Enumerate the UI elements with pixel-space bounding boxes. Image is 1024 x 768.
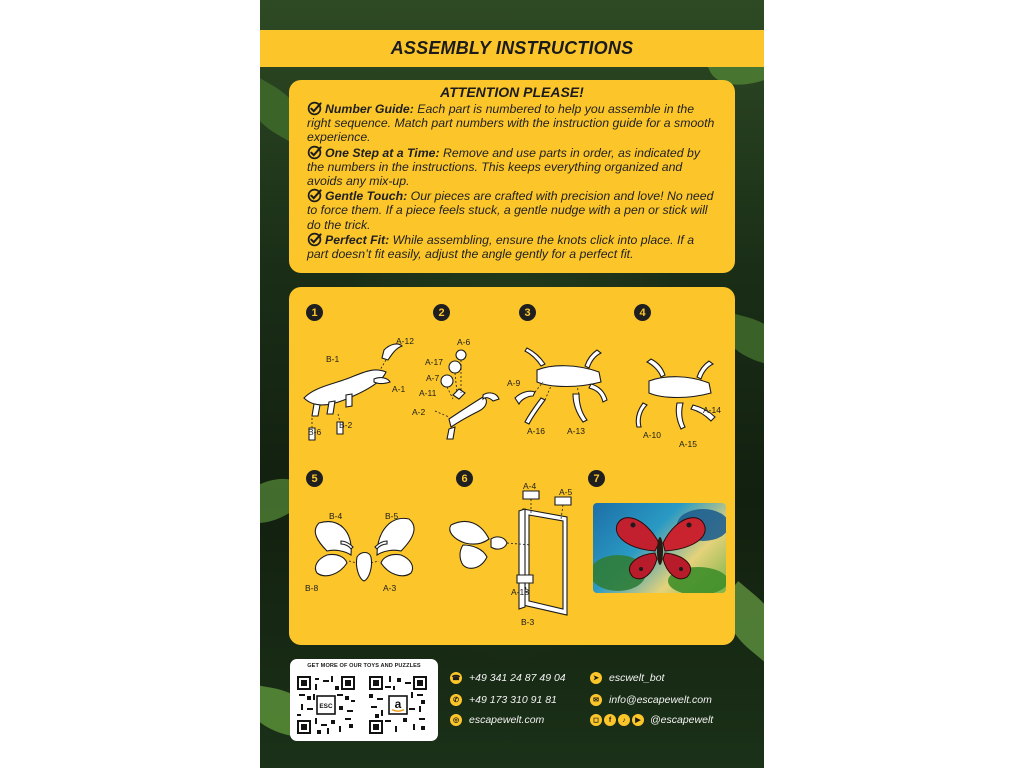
social-handle: @escapewelt (650, 714, 714, 726)
part-label: A-4 (523, 483, 537, 491)
finished-butterfly-photo (593, 503, 726, 593)
step-number: 2 (433, 304, 450, 321)
step-number: 6 (456, 470, 473, 487)
qr-code-amazon[interactable] (369, 676, 427, 734)
step-number: 5 (306, 470, 323, 487)
step-number: 4 (634, 304, 651, 321)
phone-number: +49 341 24 87 49 04 (469, 672, 566, 684)
contact-phone[interactable] (450, 672, 566, 684)
part-label: A-16 (527, 426, 545, 436)
step-number: 3 (519, 304, 536, 321)
telegram-icon: ➤ (590, 672, 602, 684)
tip-text: Each part is numbered to help you assemble in the right sequence. Match part numbers with the instruction guide for a smooth experience. (307, 102, 715, 145)
tip-number-guide (307, 101, 717, 145)
contact-website[interactable] (450, 714, 544, 726)
part-label: A-3 (383, 583, 397, 593)
contact-social[interactable] (590, 714, 713, 726)
email-icon: ✉ (590, 694, 602, 706)
step-4-diagram (629, 355, 729, 455)
qr-card (290, 659, 438, 741)
check-circle-icon (307, 188, 322, 203)
tip-perfect-fit (307, 232, 717, 261)
qr-code-escapewelt[interactable] (297, 676, 355, 734)
youtube-icon[interactable]: ▶ (632, 714, 644, 726)
tip-heading: One Step at a Time: (325, 145, 440, 160)
tip-heading: Number Guide: (325, 102, 414, 116)
contact-telegram[interactable] (590, 672, 664, 684)
escapewelt-logo-icon: ESC (319, 703, 333, 710)
instagram-icon[interactable]: ◻ (590, 714, 602, 726)
part-label: A-1 (392, 384, 406, 394)
butterfly-illustration (593, 503, 726, 593)
svg-text:a: a (394, 697, 402, 711)
part-label: A-6 (457, 337, 471, 347)
instruction-sheet (260, 0, 764, 768)
part-label: A-14 (703, 405, 721, 415)
part-label: A-12 (396, 336, 414, 346)
tip-heading: Perfect Fit: (325, 232, 390, 247)
part-label: A-15 (679, 439, 697, 449)
part-label: A-2 (412, 407, 426, 417)
qr-heading: GET MORE OF OUR TOYS AND PUZZLES (307, 663, 421, 669)
check-circle-icon (307, 145, 322, 160)
step-6-diagram (441, 483, 591, 633)
title-band (260, 30, 764, 67)
contact-email[interactable] (590, 694, 712, 706)
tip-text: Our pieces are crafted with precision and love! No need to force them. If a piece feels stuck, a gentle nudge with a pen or stick will do the trick. (307, 189, 714, 232)
part-label: A-9 (507, 378, 521, 388)
tip-text: While assembling, ensure the knots click into place. If a part doesn’t fit easily, adjust the angle gently for a perfect fit. (307, 232, 695, 262)
attention-title: ATTENTION PLEASE! (440, 84, 584, 100)
check-circle-icon (307, 232, 322, 247)
part-label: A-11 (419, 388, 437, 398)
check-circle-icon (307, 101, 322, 116)
step-number: 7 (588, 470, 605, 487)
step-number: 1 (306, 304, 323, 321)
part-label: B-4 (329, 511, 343, 521)
part-label: A-18 (511, 587, 529, 597)
part-label: A-10 (643, 430, 661, 440)
step-3-diagram (507, 342, 622, 442)
part-label: B-5 (385, 511, 399, 521)
part-label: B-2 (339, 420, 353, 430)
contact-whatsapp[interactable] (450, 694, 557, 706)
phone-icon: ☎ (450, 672, 462, 684)
page-title: ASSEMBLY INSTRUCTIONS (390, 38, 634, 58)
tiktok-icon[interactable]: ♪ (618, 714, 630, 726)
tip-one-step (307, 145, 717, 189)
tip-gentle-touch (307, 188, 717, 232)
part-label: B-6 (308, 427, 322, 437)
whatsapp-icon: ✆ (450, 694, 462, 706)
steps-panel (289, 287, 735, 645)
step-1-diagram (294, 332, 424, 452)
tip-text: Remove and use parts in order, as indicated by the numbers in the instructions. This keeps everything organized and avoids any mix-up. (307, 145, 701, 189)
step-5-diagram (289, 509, 439, 609)
email-address: info@escapewelt.com (609, 694, 712, 706)
telegram-handle: escwelt_bot (609, 672, 665, 684)
globe-icon: ◎ (450, 714, 462, 726)
part-label: A-5 (559, 487, 573, 497)
website-link: escapewelt.com (469, 714, 545, 726)
part-label: A-17 (425, 357, 443, 367)
footer (260, 652, 764, 768)
part-label: B-8 (305, 583, 319, 593)
part-label: B-1 (326, 354, 340, 364)
tip-heading: Gentle Touch: (325, 189, 408, 204)
facebook-icon[interactable]: f (604, 714, 616, 726)
part-label: A-7 (426, 373, 440, 383)
attention-panel (289, 80, 735, 273)
part-label: A-13 (567, 426, 585, 436)
part-label: B-3 (521, 617, 535, 627)
whatsapp-number: +49 173 310 91 81 (469, 694, 557, 706)
step-2-diagram (409, 337, 504, 457)
